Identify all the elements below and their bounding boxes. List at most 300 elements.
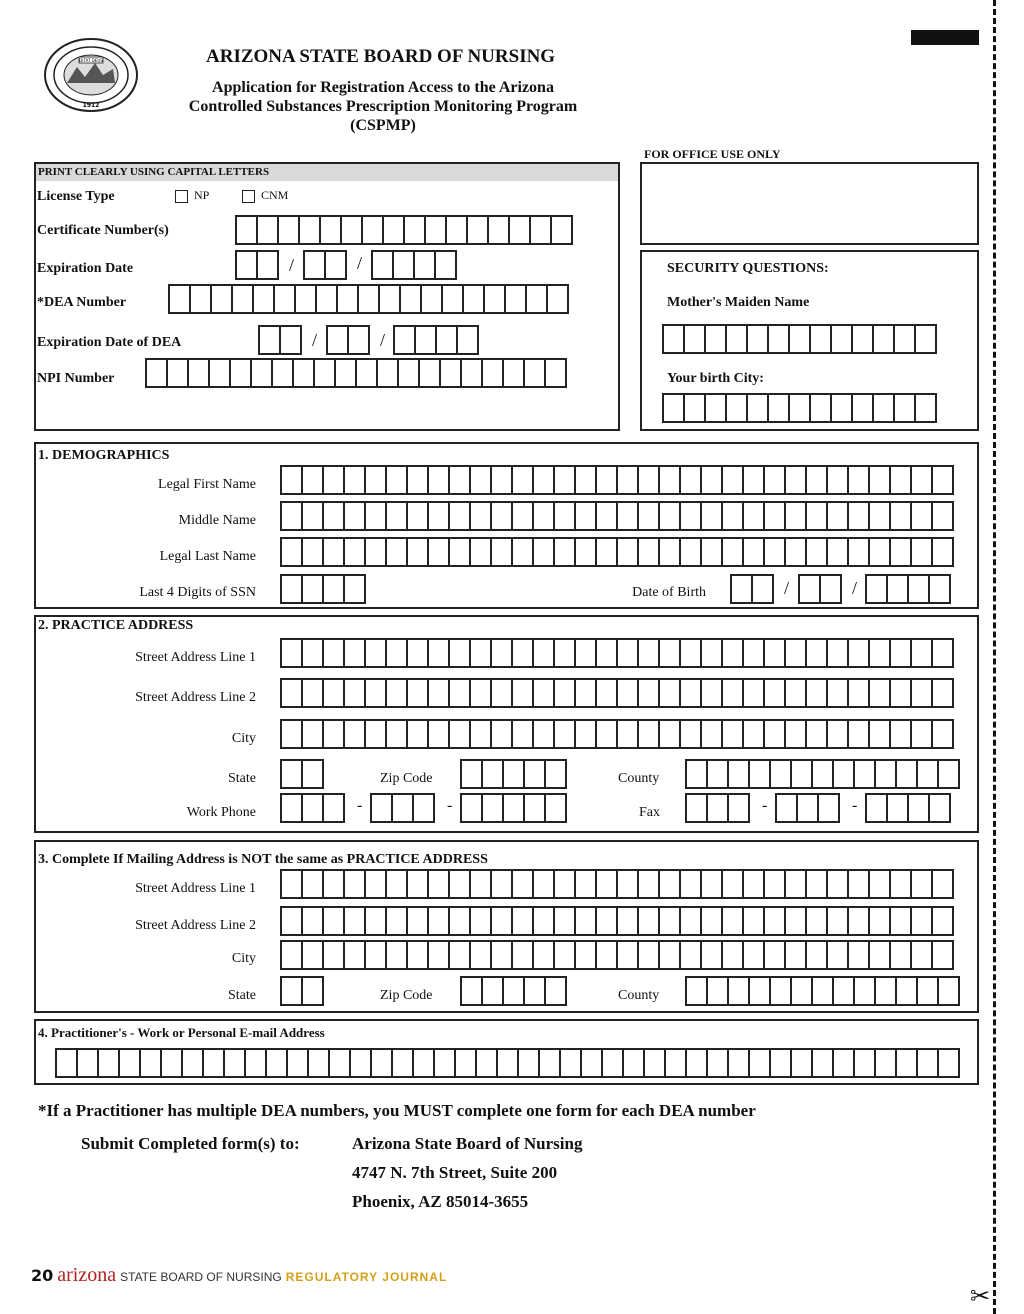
char-cell[interactable] — [849, 678, 870, 708]
char-cell[interactable] — [828, 906, 849, 936]
char-cell[interactable] — [723, 719, 744, 749]
char-cell[interactable] — [639, 678, 660, 708]
char-cell[interactable] — [771, 759, 792, 789]
char-cell[interactable] — [807, 940, 828, 970]
char-cell[interactable] — [723, 940, 744, 970]
char-cell[interactable] — [660, 537, 681, 567]
char-cell[interactable] — [531, 215, 552, 245]
char-cell[interactable] — [786, 869, 807, 899]
char-cell[interactable] — [296, 284, 317, 314]
char-cell[interactable] — [456, 1048, 477, 1078]
char-cell[interactable] — [483, 793, 504, 823]
char-cell[interactable] — [258, 250, 279, 280]
char-cell[interactable] — [912, 940, 933, 970]
char-cell[interactable] — [366, 465, 387, 495]
char-cell[interactable] — [387, 869, 408, 899]
char-cell[interactable] — [534, 537, 555, 567]
char-cell[interactable] — [282, 678, 303, 708]
char-cell[interactable] — [813, 1048, 834, 1078]
char-cell[interactable] — [849, 537, 870, 567]
char-cell[interactable] — [744, 638, 765, 668]
char-cell[interactable] — [832, 393, 853, 423]
char-cell[interactable] — [492, 906, 513, 936]
char-cell[interactable] — [414, 793, 435, 823]
char-cell[interactable] — [141, 1048, 162, 1078]
char-cell[interactable] — [618, 719, 639, 749]
char-cell[interactable] — [597, 537, 618, 567]
char-cell[interactable] — [324, 465, 345, 495]
char-cell[interactable] — [576, 678, 597, 708]
char-cell[interactable] — [786, 501, 807, 531]
char-cell[interactable] — [597, 465, 618, 495]
char-cell[interactable] — [660, 906, 681, 936]
char-cell[interactable] — [660, 719, 681, 749]
char-cell[interactable] — [891, 940, 912, 970]
char-cell[interactable] — [260, 325, 281, 355]
char-cell[interactable] — [525, 358, 546, 388]
char-cell[interactable] — [351, 1048, 372, 1078]
char-cell[interactable] — [876, 759, 897, 789]
char-cell[interactable] — [471, 678, 492, 708]
char-cell[interactable] — [786, 940, 807, 970]
char-cell[interactable] — [324, 869, 345, 899]
char-cell[interactable] — [492, 537, 513, 567]
char-cell[interactable] — [807, 537, 828, 567]
char-cell[interactable] — [765, 537, 786, 567]
char-cell[interactable] — [771, 976, 792, 1006]
char-cell[interactable] — [888, 793, 909, 823]
char-cell[interactable] — [324, 719, 345, 749]
char-cell[interactable] — [303, 501, 324, 531]
char-cell[interactable] — [408, 537, 429, 567]
char-cell[interactable] — [471, 537, 492, 567]
char-cell[interactable] — [748, 393, 769, 423]
char-cell[interactable] — [765, 678, 786, 708]
char-cell[interactable] — [891, 465, 912, 495]
char-cell[interactable] — [912, 638, 933, 668]
char-cell[interactable] — [555, 537, 576, 567]
char-cell[interactable] — [415, 250, 436, 280]
char-cell[interactable] — [832, 324, 853, 354]
dea-exp-day-input[interactable] — [326, 325, 370, 355]
char-cell[interactable] — [750, 759, 771, 789]
char-cell[interactable] — [366, 638, 387, 668]
char-cell[interactable] — [876, 976, 897, 1006]
char-cell[interactable] — [933, 906, 954, 936]
char-cell[interactable] — [468, 215, 489, 245]
char-cell[interactable] — [930, 574, 951, 604]
char-cell[interactable] — [765, 501, 786, 531]
char-cell[interactable] — [435, 1048, 456, 1078]
char-cell[interactable] — [303, 906, 324, 936]
char-cell[interactable] — [660, 501, 681, 531]
char-cell[interactable] — [393, 1048, 414, 1078]
char-cell[interactable] — [681, 940, 702, 970]
mailing-state-input[interactable] — [280, 976, 324, 1006]
char-cell[interactable] — [702, 869, 723, 899]
char-cell[interactable] — [315, 358, 336, 388]
char-cell[interactable] — [303, 940, 324, 970]
char-cell[interactable] — [933, 501, 954, 531]
last-name-input[interactable] — [280, 537, 954, 567]
practice-street1-input[interactable] — [280, 638, 954, 668]
char-cell[interactable] — [471, 906, 492, 936]
char-cell[interactable] — [273, 358, 294, 388]
char-cell[interactable] — [870, 678, 891, 708]
mailing-street2-input[interactable] — [280, 906, 954, 936]
char-cell[interactable] — [681, 678, 702, 708]
char-cell[interactable] — [769, 324, 790, 354]
char-cell[interactable] — [909, 793, 930, 823]
char-cell[interactable] — [597, 638, 618, 668]
char-cell[interactable] — [828, 719, 849, 749]
char-cell[interactable] — [723, 501, 744, 531]
char-cell[interactable] — [408, 638, 429, 668]
char-cell[interactable] — [492, 719, 513, 749]
char-cell[interactable] — [504, 358, 525, 388]
char-cell[interactable] — [685, 393, 706, 423]
char-cell[interactable] — [800, 574, 821, 604]
char-cell[interactable] — [870, 638, 891, 668]
char-cell[interactable] — [933, 537, 954, 567]
char-cell[interactable] — [282, 976, 303, 1006]
char-cell[interactable] — [870, 869, 891, 899]
char-cell[interactable] — [387, 537, 408, 567]
char-cell[interactable] — [345, 638, 366, 668]
char-cell[interactable] — [828, 465, 849, 495]
char-cell[interactable] — [546, 793, 567, 823]
char-cell[interactable] — [708, 1048, 729, 1078]
char-cell[interactable] — [702, 906, 723, 936]
char-cell[interactable] — [918, 1048, 939, 1078]
char-cell[interactable] — [597, 501, 618, 531]
char-cell[interactable] — [534, 869, 555, 899]
char-cell[interactable] — [555, 638, 576, 668]
char-cell[interactable] — [342, 215, 363, 245]
char-cell[interactable] — [408, 869, 429, 899]
char-cell[interactable] — [394, 250, 415, 280]
char-cell[interactable] — [429, 906, 450, 936]
char-cell[interactable] — [870, 940, 891, 970]
char-cell[interactable] — [792, 759, 813, 789]
char-cell[interactable] — [639, 906, 660, 936]
char-cell[interactable] — [685, 324, 706, 354]
char-cell[interactable] — [233, 284, 254, 314]
expiration-year-input[interactable] — [371, 250, 457, 280]
char-cell[interactable] — [534, 678, 555, 708]
char-cell[interactable] — [225, 1048, 246, 1078]
char-cell[interactable] — [345, 906, 366, 936]
char-cell[interactable] — [870, 501, 891, 531]
char-cell[interactable] — [548, 284, 569, 314]
char-cell[interactable] — [916, 324, 937, 354]
char-cell[interactable] — [462, 358, 483, 388]
char-cell[interactable] — [489, 215, 510, 245]
char-cell[interactable] — [303, 537, 324, 567]
char-cell[interactable] — [366, 537, 387, 567]
char-cell[interactable] — [366, 678, 387, 708]
char-cell[interactable] — [708, 759, 729, 789]
char-cell[interactable] — [387, 678, 408, 708]
char-cell[interactable] — [534, 501, 555, 531]
char-cell[interactable] — [744, 537, 765, 567]
char-cell[interactable] — [765, 465, 786, 495]
char-cell[interactable] — [513, 678, 534, 708]
char-cell[interactable] — [765, 638, 786, 668]
char-cell[interactable] — [933, 869, 954, 899]
char-cell[interactable] — [294, 358, 315, 388]
char-cell[interactable] — [380, 284, 401, 314]
maiden-name-input[interactable] — [662, 324, 937, 354]
char-cell[interactable] — [576, 638, 597, 668]
char-cell[interactable] — [450, 465, 471, 495]
char-cell[interactable] — [534, 465, 555, 495]
char-cell[interactable] — [546, 759, 567, 789]
char-cell[interactable] — [303, 678, 324, 708]
char-cell[interactable] — [597, 869, 618, 899]
char-cell[interactable] — [618, 537, 639, 567]
char-cell[interactable] — [723, 678, 744, 708]
char-cell[interactable] — [933, 719, 954, 749]
char-cell[interactable] — [408, 906, 429, 936]
char-cell[interactable] — [408, 940, 429, 970]
char-cell[interactable] — [792, 976, 813, 1006]
char-cell[interactable] — [429, 537, 450, 567]
char-cell[interactable] — [450, 638, 471, 668]
char-cell[interactable] — [870, 906, 891, 936]
char-cell[interactable] — [708, 976, 729, 1006]
char-cell[interactable] — [639, 638, 660, 668]
char-cell[interactable] — [321, 215, 342, 245]
char-cell[interactable] — [790, 324, 811, 354]
phone-line-input[interactable] — [460, 793, 567, 823]
char-cell[interactable] — [540, 1048, 561, 1078]
char-cell[interactable] — [168, 358, 189, 388]
char-cell[interactable] — [769, 393, 790, 423]
char-cell[interactable] — [282, 501, 303, 531]
char-cell[interactable] — [471, 638, 492, 668]
char-cell[interactable] — [849, 906, 870, 936]
char-cell[interactable] — [807, 678, 828, 708]
char-cell[interactable] — [426, 215, 447, 245]
char-cell[interactable] — [363, 215, 384, 245]
char-cell[interactable] — [939, 976, 960, 1006]
char-cell[interactable] — [303, 638, 324, 668]
char-cell[interactable] — [639, 537, 660, 567]
char-cell[interactable] — [525, 976, 546, 1006]
char-cell[interactable] — [870, 537, 891, 567]
char-cell[interactable] — [408, 501, 429, 531]
char-cell[interactable] — [891, 869, 912, 899]
char-cell[interactable] — [939, 759, 960, 789]
char-cell[interactable] — [534, 940, 555, 970]
char-cell[interactable] — [305, 250, 326, 280]
char-cell[interactable] — [828, 537, 849, 567]
char-cell[interactable] — [399, 358, 420, 388]
char-cell[interactable] — [723, 869, 744, 899]
fax-prefix-input[interactable] — [775, 793, 840, 823]
char-cell[interactable] — [867, 793, 888, 823]
char-cell[interactable] — [771, 1048, 792, 1078]
char-cell[interactable] — [492, 501, 513, 531]
char-cell[interactable] — [246, 1048, 267, 1078]
char-cell[interactable] — [687, 759, 708, 789]
char-cell[interactable] — [303, 574, 324, 604]
char-cell[interactable] — [855, 759, 876, 789]
char-cell[interactable] — [384, 215, 405, 245]
char-cell[interactable] — [897, 976, 918, 1006]
char-cell[interactable] — [660, 678, 681, 708]
char-cell[interactable] — [282, 759, 303, 789]
char-cell[interactable] — [576, 940, 597, 970]
char-cell[interactable] — [395, 325, 416, 355]
char-cell[interactable] — [786, 638, 807, 668]
char-cell[interactable] — [723, 638, 744, 668]
char-cell[interactable] — [282, 465, 303, 495]
char-cell[interactable] — [324, 501, 345, 531]
char-cell[interactable] — [891, 638, 912, 668]
char-cell[interactable] — [918, 759, 939, 789]
char-cell[interactable] — [639, 719, 660, 749]
practice-zip-input[interactable] — [460, 759, 567, 789]
char-cell[interactable] — [345, 574, 366, 604]
char-cell[interactable] — [387, 940, 408, 970]
char-cell[interactable] — [729, 793, 750, 823]
char-cell[interactable] — [492, 465, 513, 495]
char-cell[interactable] — [324, 537, 345, 567]
char-cell[interactable] — [366, 719, 387, 749]
char-cell[interactable] — [471, 465, 492, 495]
char-cell[interactable] — [282, 574, 303, 604]
char-cell[interactable] — [504, 759, 525, 789]
first-name-input[interactable] — [280, 465, 954, 495]
char-cell[interactable] — [303, 719, 324, 749]
mailing-city-input[interactable] — [280, 940, 954, 970]
char-cell[interactable] — [681, 638, 702, 668]
char-cell[interactable] — [279, 215, 300, 245]
char-cell[interactable] — [450, 501, 471, 531]
char-cell[interactable] — [750, 1048, 771, 1078]
char-cell[interactable] — [895, 324, 916, 354]
char-cell[interactable] — [909, 574, 930, 604]
char-cell[interactable] — [429, 719, 450, 749]
char-cell[interactable] — [765, 906, 786, 936]
char-cell[interactable] — [708, 793, 729, 823]
char-cell[interactable] — [349, 325, 370, 355]
char-cell[interactable] — [807, 501, 828, 531]
char-cell[interactable] — [483, 358, 504, 388]
char-cell[interactable] — [813, 976, 834, 1006]
char-cell[interactable] — [237, 250, 258, 280]
char-cell[interactable] — [732, 574, 753, 604]
char-cell[interactable] — [458, 325, 479, 355]
dob-year-input[interactable] — [865, 574, 951, 604]
char-cell[interactable] — [420, 358, 441, 388]
char-cell[interactable] — [681, 501, 702, 531]
char-cell[interactable] — [639, 465, 660, 495]
char-cell[interactable] — [282, 537, 303, 567]
char-cell[interactable] — [330, 1048, 351, 1078]
char-cell[interactable] — [874, 324, 895, 354]
char-cell[interactable] — [702, 940, 723, 970]
char-cell[interactable] — [819, 793, 840, 823]
char-cell[interactable] — [855, 976, 876, 1006]
char-cell[interactable] — [345, 537, 366, 567]
birth-city-input[interactable] — [662, 393, 937, 423]
char-cell[interactable] — [618, 638, 639, 668]
char-cell[interactable] — [849, 638, 870, 668]
char-cell[interactable] — [576, 906, 597, 936]
char-cell[interactable] — [258, 215, 279, 245]
char-cell[interactable] — [853, 393, 874, 423]
char-cell[interactable] — [849, 869, 870, 899]
char-cell[interactable] — [790, 393, 811, 423]
char-cell[interactable] — [345, 501, 366, 531]
char-cell[interactable] — [429, 465, 450, 495]
mailing-street1-input[interactable] — [280, 869, 954, 899]
char-cell[interactable] — [443, 284, 464, 314]
char-cell[interactable] — [504, 976, 525, 1006]
char-cell[interactable] — [660, 869, 681, 899]
char-cell[interactable] — [706, 393, 727, 423]
char-cell[interactable] — [912, 869, 933, 899]
char-cell[interactable] — [933, 638, 954, 668]
char-cell[interactable] — [807, 719, 828, 749]
char-cell[interactable] — [483, 759, 504, 789]
char-cell[interactable] — [765, 869, 786, 899]
char-cell[interactable] — [506, 284, 527, 314]
char-cell[interactable] — [513, 537, 534, 567]
char-cell[interactable] — [744, 719, 765, 749]
char-cell[interactable] — [210, 358, 231, 388]
char-cell[interactable] — [744, 869, 765, 899]
char-cell[interactable] — [807, 638, 828, 668]
char-cell[interactable] — [303, 465, 324, 495]
char-cell[interactable] — [834, 759, 855, 789]
char-cell[interactable] — [546, 358, 567, 388]
char-cell[interactable] — [450, 678, 471, 708]
char-cell[interactable] — [282, 940, 303, 970]
char-cell[interactable] — [664, 393, 685, 423]
char-cell[interactable] — [786, 678, 807, 708]
char-cell[interactable] — [660, 940, 681, 970]
char-cell[interactable] — [786, 719, 807, 749]
char-cell[interactable] — [834, 1048, 855, 1078]
practice-county-input[interactable] — [685, 759, 960, 789]
char-cell[interactable] — [317, 284, 338, 314]
char-cell[interactable] — [513, 719, 534, 749]
char-cell[interactable] — [744, 940, 765, 970]
char-cell[interactable] — [853, 324, 874, 354]
char-cell[interactable] — [729, 759, 750, 789]
char-cell[interactable] — [282, 906, 303, 936]
char-cell[interactable] — [555, 906, 576, 936]
char-cell[interactable] — [744, 906, 765, 936]
char-cell[interactable] — [729, 1048, 750, 1078]
char-cell[interactable] — [916, 393, 937, 423]
char-cell[interactable] — [57, 1048, 78, 1078]
char-cell[interactable] — [897, 1048, 918, 1078]
char-cell[interactable] — [373, 250, 394, 280]
npi-input[interactable] — [145, 358, 567, 388]
char-cell[interactable] — [492, 638, 513, 668]
char-cell[interactable] — [401, 284, 422, 314]
char-cell[interactable] — [681, 719, 702, 749]
char-cell[interactable] — [393, 793, 414, 823]
char-cell[interactable] — [702, 501, 723, 531]
char-cell[interactable] — [765, 940, 786, 970]
char-cell[interactable] — [891, 906, 912, 936]
